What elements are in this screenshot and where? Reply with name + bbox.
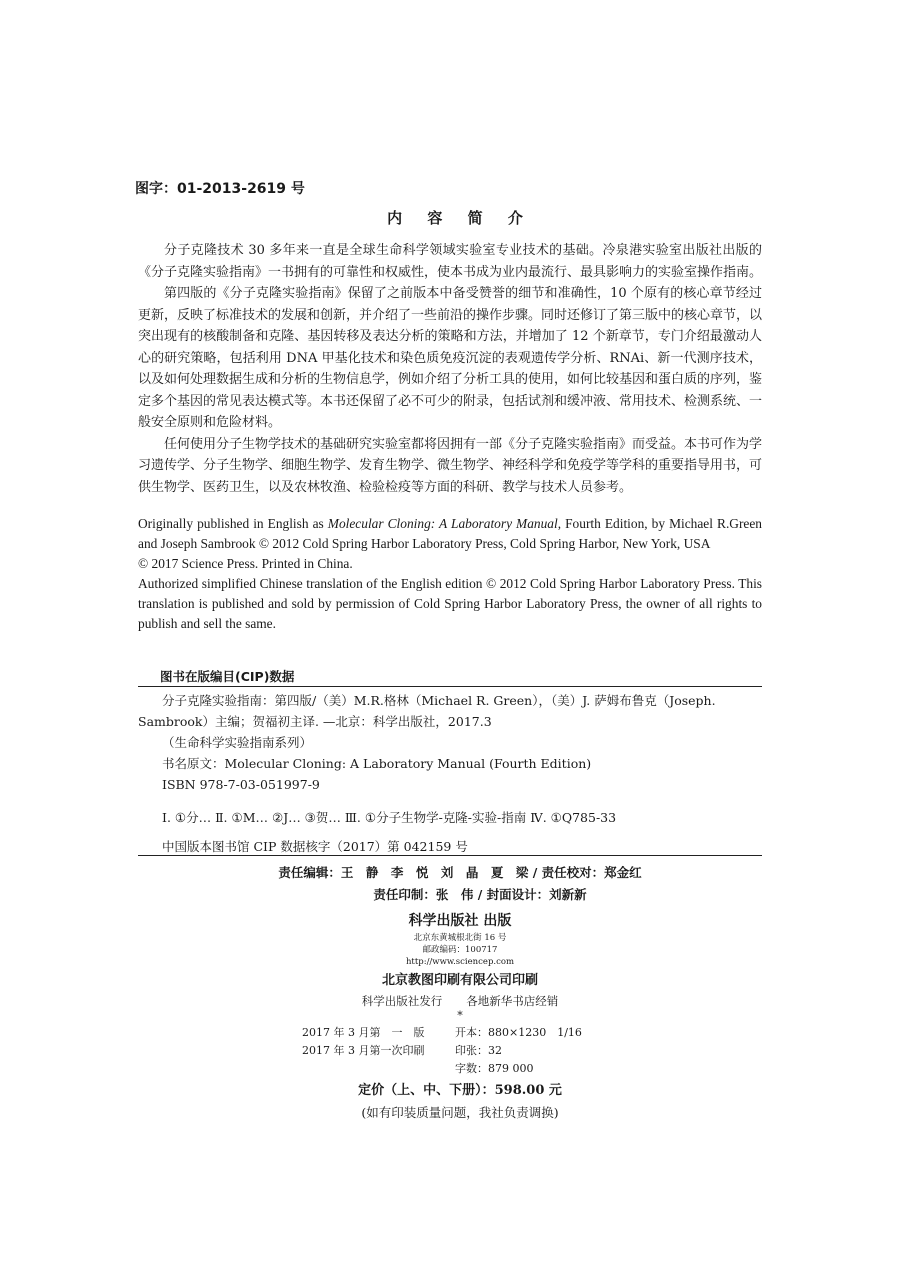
cip-title-line: 分子克隆实验指南：第四版/（美）M.R.格林（Michael R. Green），（美）J. 萨姆布鲁克（Joseph.: [162, 693, 716, 708]
staff-credits: [0, 862, 920, 906]
separator-asterisk: *: [457, 1009, 463, 1022]
original-publication-suffix: , Fourth Edition, by Michael R.Green and Joseph Sambrook © 2012 Cold Spring Harbor Laboratory Press, Cold Spring Harbor, New York, USA: [138, 516, 762, 551]
quality-note: (如有印装质量问题，我社负责调换): [361, 1105, 559, 1120]
bookstore-distributor: 各地新华书店经销: [466, 994, 559, 1008]
spec-row: [0, 1060, 920, 1078]
cip-editor-line: Sambrook）主编；贺福初主译. —北京：科学出版社，2017.3: [138, 714, 492, 729]
cip-data-block: [138, 690, 762, 857]
publisher-postcode: 邮政编码：100717: [422, 945, 498, 955]
price: 定价（上、中、下册）：598.00 元: [358, 1083, 562, 1098]
summary-title: 内 容 简 介: [387, 209, 533, 227]
cip-heading: 图书在版编目(CIP)数据: [160, 669, 295, 684]
publisher-distributor: 科学出版社发行: [361, 994, 443, 1008]
spec-row: [0, 1024, 920, 1042]
cip-top-rule: [138, 686, 762, 687]
cip-series-line: （生命科学实验指南系列）: [162, 735, 313, 750]
summary-text: [138, 240, 762, 498]
printer-name: 北京教图印刷有限公司印刷: [381, 973, 538, 988]
summary-paragraph: 任何使用分子生物学技术的基础研究实验室都将因拥有一部《分子克隆实验指南》而受益。本书可作为学习遗传学、分子生物学、细胞生物学、发育生物学、微生物学、神经科学和免疫学等学科的重要指导用书，可供生物学、医药卫生，以及农林牧渔、检验检疫等方面的科研、教学与技术人员参考。: [138, 436, 763, 495]
distribution-line: [0, 992, 920, 1010]
word-count-info: 字数：879 000: [455, 1062, 534, 1075]
translation-authorization: Authorized simplified Chinese translation of the English edition © 2012 Cold Spring Harbor Laboratory Press. This translation is published and sold by permission of Cold Spring Harbor Laboratory Press, the owner of all rights to publish and sell the same.: [138, 576, 762, 631]
summary-paragraph: 分子克隆技术 30 多年来一直是全球生命科学领域实验室专业技术的基础。冷泉港实验室出版社出版的《分子克隆实验指南》一书拥有的可靠性和权威性，使本书成为业内最流行、最具影响力的实验室操作指南。: [138, 243, 763, 280]
publisher-address: 北京东黄城根北街 16 号: [413, 933, 507, 943]
summary-paragraph: 第四版的《分子克隆实验指南》保留了之前版本中备受赞誉的细节和准确性，10 个原有的核心章节经过更新，反映了标准技术的发展和创新，并介绍了一些前沿的操作步骤。同时还修订了第三版中的核心章节，以突出现有的核酸制备和克隆、基因转移及表达分析的策略和方法，并增加了 12 个新章节，专门介绍最激动人心的研究策略，包括利用 DNA 甲基化技术和染色质免疫沉淀的表观遗传学分析、RNAi、新一代测序技术，以及如何处理数据生成和分析的生物信息学，例如介绍了分析工具的使用，如何比较基因和蛋白质的序列，鉴定多个基因的常见表达模式等。本书还保留了必不可少的附录，包括试剂和缓冲液、常用技术、检测系统、一般安全原则和危险材料。: [138, 286, 763, 430]
original-book-title: Molecular Cloning: A Laboratory Manual: [327, 516, 558, 531]
production-credits: 责任印制：张 伟 / 封面设计：刘新新: [373, 887, 587, 902]
spec-row: [0, 1042, 920, 1060]
printing-info: 2017 年 3 月第一次印刷: [302, 1044, 425, 1057]
cip-number: 中国版本图书馆 CIP 数据核字（2017）第 042159 号: [162, 839, 468, 854]
cip-bottom-rule: [138, 855, 762, 856]
print-specs: [0, 1024, 920, 1078]
cip-isbn: ISBN 978-7-03-051997-9: [162, 777, 320, 792]
publisher-name: 科学出版社 出版: [408, 913, 512, 929]
editor-credits: 责任编辑：王 静 李 悦 刘 晶 夏 梁 / 责任校对：郑金红: [278, 865, 642, 880]
cip-classification: Ⅰ. ①分… Ⅱ. ①M… ②J… ③贺… Ⅲ. ①分子生物学-克隆-实验-指南 Ⅳ. ①Q785-33: [162, 810, 617, 825]
sheets-info: 印张：32: [455, 1044, 502, 1057]
edition-info: 2017 年 3 月第 一 版: [302, 1026, 425, 1039]
copyright-line: © 2017 Science Press. Printed in China.: [138, 556, 353, 571]
publisher-block: [0, 910, 920, 1022]
format-info: 开本：880×1230 1/16: [455, 1026, 582, 1039]
copyright-registration-number: 图字：01-2013-2619 号: [135, 181, 305, 197]
cip-original-title-line: 书名原文：Molecular Cloning: A Laboratory Manual (Fourth Edition): [162, 756, 592, 771]
original-publication-prefix: Originally published in English as: [138, 516, 328, 531]
original-publication-note: [138, 514, 762, 554]
english-rights-notice: [138, 514, 762, 634]
publisher-url: http://www.sciencep.com: [405, 957, 515, 967]
